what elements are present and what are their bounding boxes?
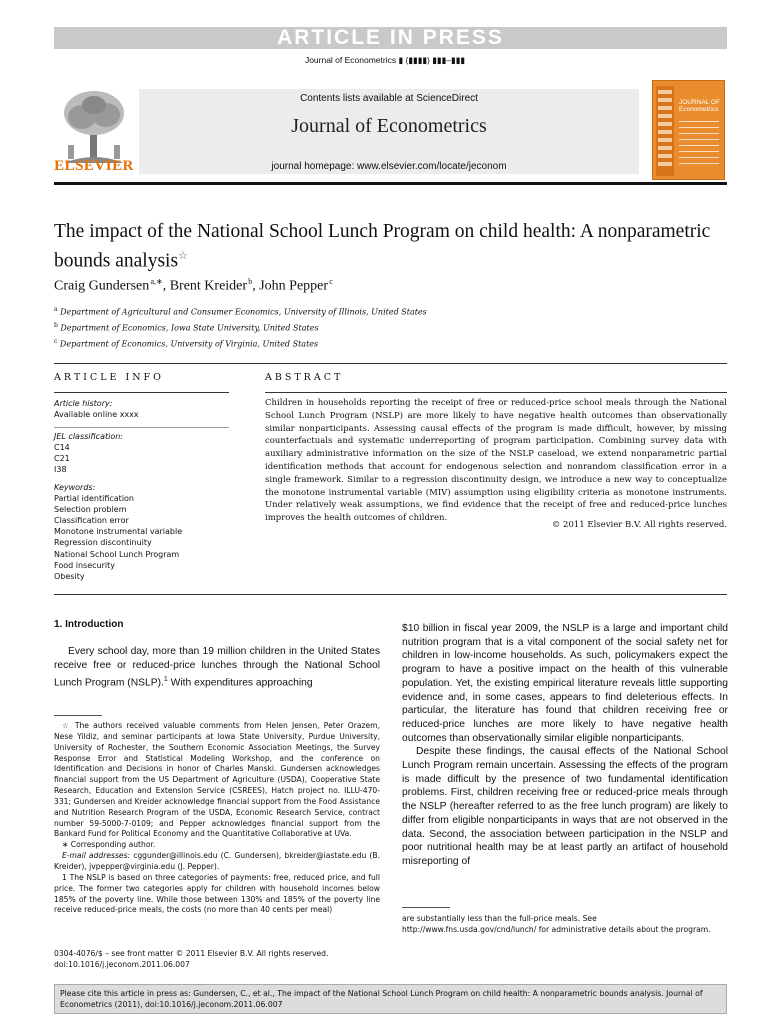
- keyword: Partial identification: [54, 494, 134, 504]
- footnotes-left: [54, 721, 380, 916]
- author-name: John Pepper: [259, 278, 329, 294]
- footnote-mark: ☆: [62, 721, 71, 730]
- author-name: Craig Gundersen: [54, 278, 150, 294]
- article-history: [54, 398, 229, 420]
- footnote-separator: [54, 715, 102, 716]
- footnote-mark: 1: [62, 872, 67, 882]
- doi-line[interactable]: doi:10.1016/j.jeconom.2011.06.007: [54, 960, 190, 969]
- journal-title: Journal of Econometrics: [291, 115, 487, 137]
- article-title: [54, 220, 727, 274]
- affiliation-mark: b: [54, 321, 58, 329]
- jel-label: JEL classification:: [54, 432, 123, 441]
- keyword: Classification error: [54, 516, 129, 526]
- footnote-text: Corresponding author.: [70, 840, 156, 850]
- cover-title-line: Econometrics: [679, 106, 719, 113]
- title-footnote-mark[interactable]: ☆: [178, 250, 188, 262]
- affiliation-list: [54, 303, 727, 351]
- abstract-text: Children in households reporting the receipt of free or reduced-price school meals through the National School Lunch Program (NSLP) are more likely to have negative health outcomes than observationally similar nonparticipants. Assessing causal effects of the program is made difficult, however, by missing counterfactuals and systematic underreporting of program participation. Combining survey data with auxiliary administrative information on the size of the NSLP caseload, we extend nonparametric partial identification methods that account for endogenous selection and nonrandom classification error in a single framework. Similar to a regression discontinuity design, we introduce a new way to conceptualize the monotone instrumental variable (MIV) assumption using eligibility criteria as monotone instruments. Under relatively weak assumptions, we find evidence that the receipt of free and reduced-price lunches improves the health outcomes of children.: [265, 398, 727, 524]
- affiliation-item: [54, 319, 727, 335]
- keyword: Selection problem: [54, 505, 127, 515]
- author-affiliation-mark[interactable]: c: [329, 277, 333, 286]
- cover-strip: [656, 86, 674, 176]
- author-affiliation-mark[interactable]: b: [248, 277, 253, 286]
- keyword: Obesity: [54, 571, 85, 581]
- history-rule: [54, 427, 229, 428]
- article-title-text: The impact of the National School Lunch Program on child health: A nonparametric bounds analysis: [54, 221, 711, 272]
- footnote-mark: ∗: [62, 840, 69, 850]
- jel-code: C21: [54, 454, 70, 464]
- affiliation-text: Department of Agricultural and Consumer Economics, University of Illinois, United States: [60, 307, 427, 317]
- issn-line: 0304-4076/$ – see front matter © 2011 Elsevier B.V. All rights reserved.: [54, 949, 329, 958]
- keyword: National School Lunch Program: [54, 549, 180, 559]
- footnote-text: The authors received valuable comments from Helen Jensen, Peter Orazem, Nese Yildiz, and seminar participants at Iowa State University, Purdue University, University of Rochester, the Southern Economic Association Meetings, the Survey Response Error and Statistical Modeling Workshop, and the conference on Identification and Decisions in honor of Charles Manski. Gundersen acknowledges financial support from the US Department of Agriculture (USDA), Cooperative State Research, Education and Extension Service (CSREES), Hatch project no. ILLU-470-331; Gundersen and Kreider acknowledge financial support from the Food Assistance and Nutrition Research Program of the USDA, Economic Research Service, contract number 59-5000-7-0109; and Pepper acknowledges financial support from the Bankard Fund for Political Economy and the Quantitative Collaborative at UVa.: [54, 721, 380, 839]
- jel-classification: [54, 431, 229, 475]
- footnote-acknowledgements: [54, 721, 380, 840]
- abstract-rule: [265, 392, 727, 393]
- cover-text-lines: [679, 121, 719, 169]
- affiliation-text: Department of Economics, University of Virginia, United States: [59, 339, 319, 349]
- keyword: Regression discontinuity: [54, 538, 152, 548]
- intro-paragraph: $10 billion in fiscal year 2009, the NSLP is a large and important child nutrition program that is a vital component of the social safety net for children in low-income households. As such, policymakers expect the program to have a positive impact on the health of this vulnerable population. Yet, the existing empirical literature reveals little supporting evidence and, in some cases, appears to find deleterious effects. In particular, the literature has found that children receiving free or reduced-price lunches are more likely to have negative health outcomes than observationally similar eligible nonparticipants.: [402, 623, 728, 744]
- footnote-emails: [54, 851, 380, 873]
- keyword: Food insecurity: [54, 560, 115, 570]
- abstract-heading: ABSTRACT: [265, 372, 344, 383]
- abstract-copyright: © 2011 Elsevier B.V. All rights reserved.: [551, 520, 727, 530]
- journal-citation-line: Journal of Econometrics ▮ (▮▮▮▮) ▮▮▮–▮▮▮: [304, 55, 466, 65]
- intro-paragraph: Despite these findings, the causal effects of the National School Lunch Program remain uncertain. Assessing the effects of the program is made difficult by the presence of two fundamental identification problems. First, children receiving free or reduced-price meals through the NSLP (hereafter referred to as the free lunch program) are likely to differ from eligible nonparticipants in ways that are not observed in the data. Second, the association between participation in the NSLP and poor nutritional health may be at least partly an artifact of household misreporting of: [402, 746, 728, 867]
- footnote-ref-1[interactable]: 1: [163, 676, 168, 683]
- email-label: E-mail addresses:: [62, 851, 131, 861]
- author-name: Brent Kreider: [169, 278, 248, 294]
- article-info-heading: ARTICLE INFO: [54, 372, 164, 383]
- homepage-label: journal homepage:: [271, 161, 355, 172]
- journal-homepage: [139, 161, 639, 172]
- section-heading-introduction: 1. Introduction: [54, 619, 124, 630]
- author-affiliation-mark[interactable]: a,∗: [150, 277, 163, 286]
- email-addresses[interactable]: cggunder@illinois.edu (C. Gundersen), bkreider@iastate.edu (B. Kreider), jvpepper@virginia.edu (J. Pepper).: [54, 851, 380, 871]
- journal-info-panel: [139, 89, 639, 174]
- keyword: Monotone instrumental variable: [54, 527, 183, 537]
- jel-code: I38: [54, 465, 67, 475]
- publisher-name: ELSEVIER: [54, 158, 134, 174]
- intro-paragraph-left: [54, 645, 380, 690]
- footnote-text: The NSLP is based on three categories of payments: free, reduced price, and full price. The former two categories apply for children with household incomes below 185% of the poverty line. While those between 130% and 185% of the poverty line receive reduced-price meals, the costs (no more than 40 cents per meal): [54, 872, 381, 915]
- abstract-bottom-rule: [54, 594, 727, 595]
- footnote-continued: are substantially less than the full-price meals. See http://www.fns.usda.gov/cnd/lunch/ for administrative details about the program.: [402, 914, 711, 934]
- article-in-press-banner: ARTICLE IN PRESS: [54, 27, 727, 49]
- footnote-corresponding: [54, 840, 380, 851]
- contents-available-line[interactable]: Contents lists available at ScienceDirect: [300, 93, 478, 104]
- keywords-label: Keywords:: [54, 483, 96, 492]
- journal-header: [54, 80, 727, 180]
- intro-text-end: With expenditures approaching: [167, 677, 313, 689]
- footnote-1: [54, 873, 380, 916]
- footnote-separator-right: [402, 907, 450, 908]
- affiliation-item: [54, 335, 727, 351]
- affiliation-text: Department of Economics, Iowa State University, United States: [60, 323, 319, 333]
- info-top-rule: [54, 363, 727, 364]
- intro-text: Every school day, more than 19 million children in the United States receive free or reduced-price lunches through the National School Lunch Program (NSLP).: [54, 646, 380, 689]
- homepage-link[interactable]: www.elsevier.com/locate/jeconom: [357, 161, 507, 172]
- jel-code: C14: [54, 443, 70, 453]
- affiliation-item: [54, 303, 727, 319]
- cover-title-line: JOURNAL OF: [679, 99, 720, 106]
- journal-cover-thumbnail: [652, 80, 725, 180]
- keywords: [54, 482, 229, 582]
- header-rule: [54, 182, 727, 185]
- affiliation-mark: a: [54, 306, 58, 313]
- history-value: Available online xxxx: [54, 410, 139, 420]
- history-label: Article history:: [54, 399, 113, 408]
- cover-title: [679, 99, 723, 113]
- intro-column-right: [402, 622, 728, 869]
- affiliation-mark: c: [54, 337, 58, 345]
- article-info-rule: [54, 392, 229, 393]
- citation-box: Please cite this article in press as: Gundersen, C., et al., The impact of the National School Lunch Program on child health: A nonparametric bounds analysis. Journal of Econometrics (2011), doi:10.1016/j.jeconom.2011.06.007: [54, 984, 727, 1014]
- author-list: Craig Gundersen $^{a,∗}$, Brent Kreider $^b$, John Pepper $^c$: [54, 277, 333, 294]
- issn-block: [54, 948, 384, 970]
